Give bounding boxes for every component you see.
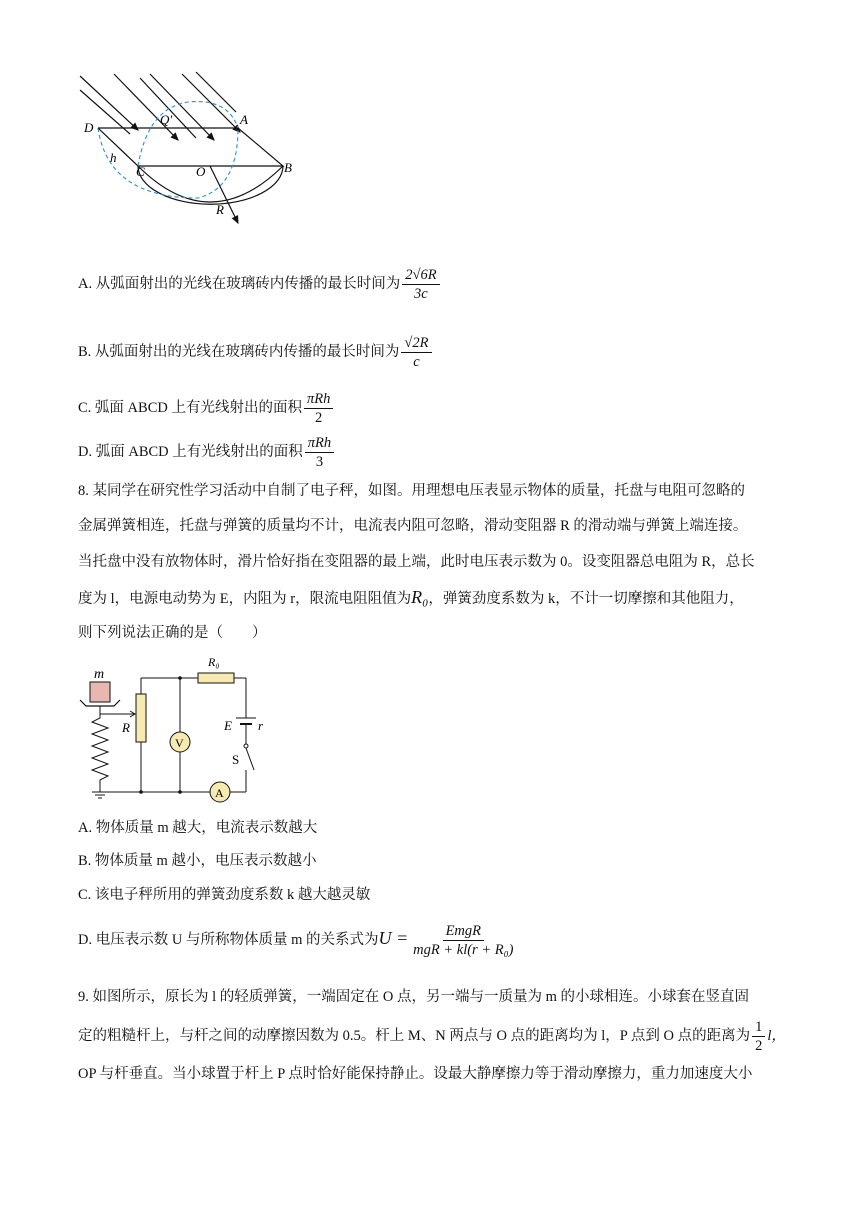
q9-line-2: 定的粗糙杆上，与杆之间的动摩擦因数为 0.5。杆上 M、N 两点与 O 点的距离均为 l，P 点到 O 点的距离为 $\frac{1}{2}$ l，	[78, 1019, 786, 1054]
q9-line-3: OP 与杆垂直。当小球置于杆上 P 点时恰好能保持静止。设最大静摩擦力等于滑动摩擦力，重力加速度大小	[78, 1066, 753, 1082]
q7-option-d: D. 弧面 ABCD 上有光线射出的面积 $\frac{\text{πRh}}{3}$	[78, 434, 336, 471]
rheostat	[136, 694, 146, 742]
mass-block	[90, 682, 110, 702]
label-B: B	[284, 160, 292, 175]
light-ray	[196, 72, 236, 112]
label-E: E	[224, 718, 232, 733]
spring	[92, 714, 108, 792]
label-V: V	[175, 736, 184, 750]
label-O: O	[196, 164, 206, 179]
radius-line	[210, 166, 238, 223]
q8-line-1: 8. 某同学在研究性学习活动中自制了电子秤，如图。用理想电压表显示物体的质量，托盘与电阻可忽略的	[78, 483, 745, 499]
q9-line-1: 9. 如图所示，原长为 l 的轻质弹簧，一端固定在 O 点，另一端与一质量为 m 的小球相连。小球套在竖直固	[78, 989, 750, 1005]
q8-option-a: A. 物体质量 m 越大，电流表示数越大	[78, 820, 318, 836]
dashed-arc	[98, 128, 238, 198]
label-R0: R₀	[208, 655, 220, 669]
glass-brick-figure	[78, 68, 308, 248]
q8-line-5: 则下列说法正确的是（ ）	[78, 625, 267, 641]
q7-option-c: C. 弧面 ABCD 上有光线射出的面积 $\frac{\text{πRh}}{2}$	[78, 390, 335, 427]
label-m: m	[94, 667, 105, 682]
q8-line-4: 度为 l，电源电动势为 E，内阻为 r，限流电阻阻值为R₀，弹簧劲度系数为 k，不计一切摩擦和其他阻力，	[78, 587, 744, 607]
label-Q: Q′	[160, 112, 173, 127]
label-R: R	[122, 720, 130, 735]
label-A: A	[215, 786, 224, 800]
brick-top-face	[98, 128, 283, 166]
scale-circuit-figure	[78, 652, 278, 807]
q7-option-b: B. 从弧面射出的光线在玻璃砖内传播的最长时间为 $\frac{√2R}{c}$	[78, 334, 434, 371]
label-A: A	[240, 112, 248, 127]
label-S: S	[232, 752, 240, 767]
q8-line-3: 当托盘中没有放物体时，滑片恰好指在变阻器的最上端，此时电压表示数为 0。设变阻器总电阻为 R，总长	[78, 554, 755, 570]
q8-option-b: B. 物体质量 m 越小，电压表示数越小	[78, 853, 317, 869]
q8-option-d: D. 电压表示数 U 与所称物体质量 m 的关系式为U = $\frac{\text{EmgR}}{\text{mgR + kl(r + R₀)}}$	[78, 923, 514, 958]
q8-option-c: C. 该电子秤所用的弹簧劲度系数 k 越大越灵敏	[78, 887, 371, 903]
label-h: h	[110, 150, 117, 165]
label-r: r	[258, 718, 264, 733]
light-ray	[182, 74, 240, 132]
switch	[246, 748, 254, 770]
q8-line-2: 金属弹簧相连，托盘与弹簧的质量均不计，电流表内阻可忽略，滑动变阻器 R 的滑动端与弹簧上端连接。	[78, 518, 748, 534]
label-C: C	[136, 164, 145, 179]
label-R: R	[216, 202, 224, 217]
label-D: D	[84, 120, 94, 135]
q7-option-a: A. 从弧面射出的光线在玻璃砖内传播的最长时间为 $\frac{2√6R}{3c}$	[78, 266, 442, 303]
light-ray	[150, 74, 214, 140]
resistor-r0	[198, 673, 234, 683]
